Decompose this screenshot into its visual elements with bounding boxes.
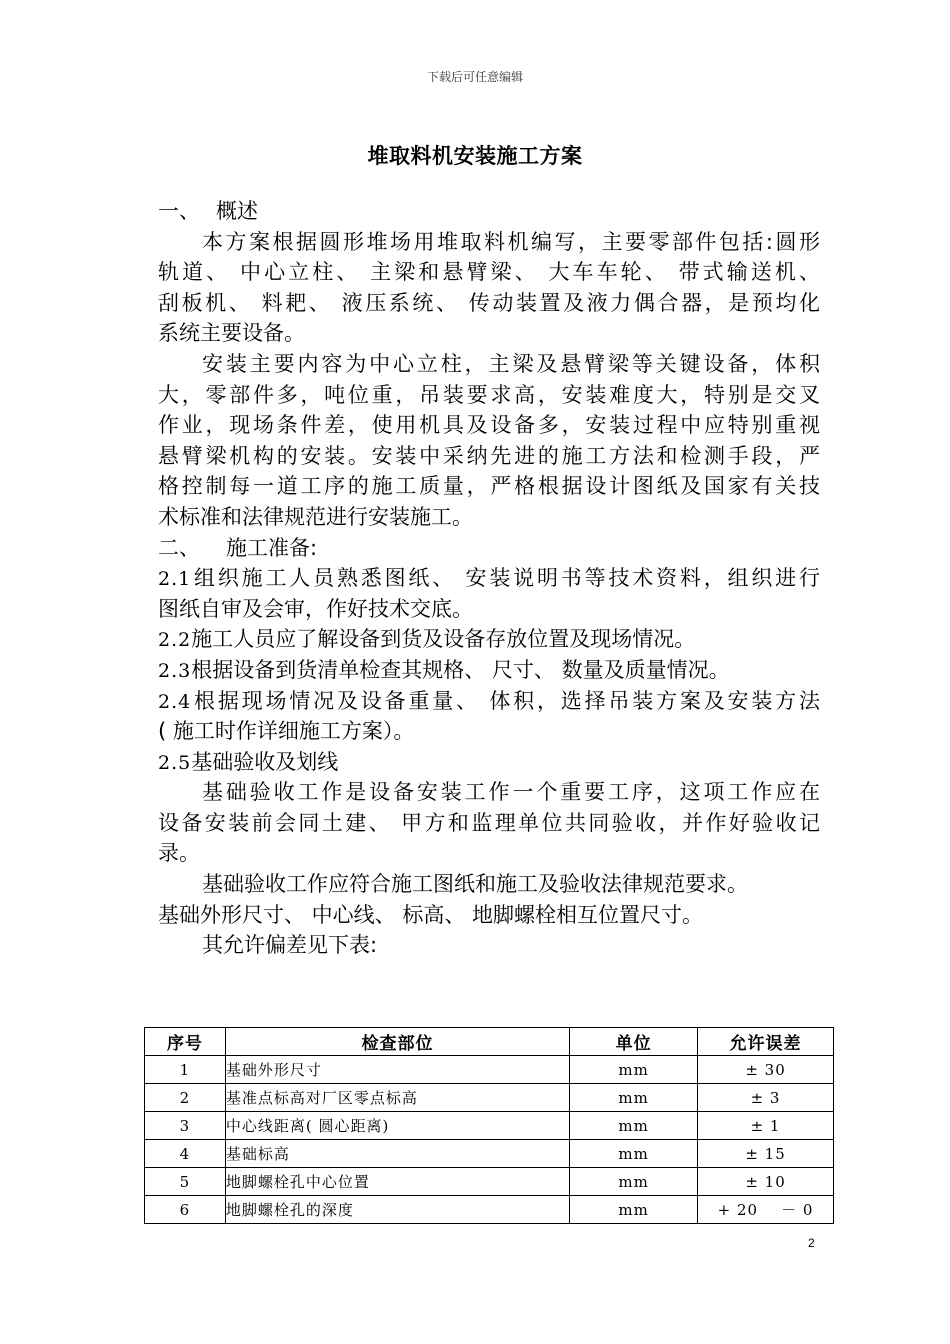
cell-part: 地脚螺栓孔的深度 bbox=[225, 1196, 569, 1224]
tolerance-table bbox=[144, 1027, 834, 1224]
document-title: 堆取料机安装施工方案 bbox=[367, 144, 583, 168]
table-row bbox=[145, 1168, 834, 1196]
list-item bbox=[158, 686, 820, 717]
section-title: 施工准备: bbox=[226, 535, 318, 560]
paragraph-line: 设备安装前会同土建、 甲方和监理单位共同验收，并作好验收记 bbox=[158, 810, 820, 835]
column-header-part: 检查部位 bbox=[225, 1028, 569, 1056]
cell-no: 3 bbox=[145, 1112, 226, 1140]
paragraph-line: 安装主要内容为中心立柱，主梁及悬臂梁等关键设备，体积 bbox=[202, 351, 820, 376]
list-item-continuation: 图纸自审及会审，作好技术交底。 bbox=[158, 596, 473, 621]
table-row bbox=[145, 1056, 834, 1084]
cell-no: 5 bbox=[145, 1168, 226, 1196]
cell-tolerance: ± 15 bbox=[698, 1140, 834, 1168]
section-title: 概述 bbox=[216, 199, 258, 223]
item-text: 组织施工人员熟悉图纸、 安装说明书等技术资料，组织进行 bbox=[191, 566, 820, 591]
cell-no: 6 bbox=[145, 1196, 226, 1224]
list-item bbox=[158, 655, 820, 686]
paragraph-line: 术标准和法律规范进行安装施工。 bbox=[158, 504, 473, 529]
paragraph-line: 录。 bbox=[158, 841, 200, 866]
item-text: 施工人员应了解设备到货及设备存放位置及现场情况。 bbox=[191, 627, 696, 652]
cell-part: 中心线距离( 圆心距离) bbox=[225, 1112, 569, 1140]
cell-unit: mm bbox=[570, 1056, 698, 1084]
cell-no: 4 bbox=[145, 1140, 226, 1168]
column-header-unit: 单位 bbox=[570, 1028, 698, 1056]
cell-unit: mm bbox=[570, 1112, 698, 1140]
cell-unit: mm bbox=[570, 1168, 698, 1196]
section-1-heading bbox=[158, 196, 820, 227]
paragraph-line: 轨道、 中心立柱、 主梁和悬臂梁、 大车车轮、 带式输送机、 bbox=[158, 260, 820, 285]
cell-no: 2 bbox=[145, 1084, 226, 1112]
paragraph-line: 本方案根据圆形堆场用堆取料机编写，主要零部件包括:圆形 bbox=[202, 229, 820, 254]
table-header-row bbox=[145, 1028, 834, 1056]
paragraph-line: 刮板机、 料耙、 液压系统、 传动装置及液力偶合器，是预均化 bbox=[158, 290, 820, 315]
paragraph-line: 系统主要设备。 bbox=[158, 321, 305, 346]
cell-tolerance: + 20 － 0 bbox=[698, 1196, 834, 1224]
list-item bbox=[158, 624, 820, 655]
item-number: 2.1 bbox=[158, 568, 192, 591]
document-body bbox=[158, 196, 820, 961]
item-number: 2.4 bbox=[158, 690, 192, 713]
cell-part: 基础标高 bbox=[225, 1140, 569, 1168]
list-item bbox=[158, 563, 820, 594]
cell-part: 基础外形尺寸 bbox=[225, 1056, 569, 1084]
paragraph-line: 基础验收工作应符合施工图纸和施工及验收法律规范要求。 bbox=[202, 872, 748, 897]
table-row bbox=[145, 1196, 834, 1224]
paragraph-line: 悬臂梁机构的安装。安装中采纳先进的施工方法和检测手段，严 bbox=[158, 443, 820, 468]
paragraph-line: 基础外形尺寸、 中心线、 标高、 地脚螺栓相互位置尺寸。 bbox=[158, 902, 704, 927]
cell-tolerance: ± 3 bbox=[698, 1084, 834, 1112]
table-row bbox=[145, 1084, 834, 1112]
item-text: 基础验收及划线 bbox=[191, 749, 339, 774]
header-note: 下载后可任意编辑 bbox=[426, 70, 523, 84]
table-row bbox=[145, 1112, 834, 1140]
column-header-tolerance: 允许误差 bbox=[698, 1028, 834, 1056]
item-text: 根据现场情况及设备重量、 体积，选择吊装方案及安装方法 bbox=[191, 688, 820, 713]
item-text: 根据设备到货清单检查其规格、 尺寸、 数量及质量情况。 bbox=[191, 657, 730, 682]
item-number: 2.5 bbox=[158, 751, 192, 774]
cell-tolerance: ± 1 bbox=[698, 1112, 834, 1140]
cell-tolerance: ± 30 bbox=[698, 1056, 834, 1084]
table-row bbox=[145, 1140, 834, 1168]
section-number: 一、 bbox=[158, 199, 200, 223]
item-number: 2.2 bbox=[158, 629, 192, 652]
paragraph-line: 大，零部件多，吨位重，吊装要求高，安装难度大，特别是交叉 bbox=[158, 382, 820, 407]
section-2-heading bbox=[158, 533, 820, 564]
cell-part: 地脚螺栓孔中心位置 bbox=[225, 1168, 569, 1196]
paragraph-line: 基础验收工作是设备安装工作一个重要工序，这项工作应在 bbox=[202, 780, 820, 805]
paragraph-line: 格控制每一道工序的施工质量，严格根据设计图纸及国家有关技 bbox=[158, 474, 820, 499]
column-header-no: 序号 bbox=[145, 1028, 226, 1056]
paragraph-line: 作业，现场条件差，使用机具及设备多，安装过程中应特别重视 bbox=[158, 413, 820, 438]
paragraph-line: 其允许偏差见下表: bbox=[202, 933, 378, 958]
cell-unit: mm bbox=[570, 1140, 698, 1168]
cell-unit: mm bbox=[570, 1196, 698, 1224]
section-number: 二、 bbox=[158, 535, 200, 560]
page-number: 2 bbox=[808, 1236, 815, 1250]
cell-tolerance: ± 10 bbox=[698, 1168, 834, 1196]
cell-unit: mm bbox=[570, 1084, 698, 1112]
item-number: 2.3 bbox=[158, 659, 192, 682]
cell-part: 基准点标高对厂区零点标高 bbox=[225, 1084, 569, 1112]
list-item-continuation: ( 施工时作详细施工方案）。 bbox=[158, 719, 415, 744]
list-item bbox=[158, 747, 820, 778]
cell-no: 1 bbox=[145, 1056, 226, 1084]
